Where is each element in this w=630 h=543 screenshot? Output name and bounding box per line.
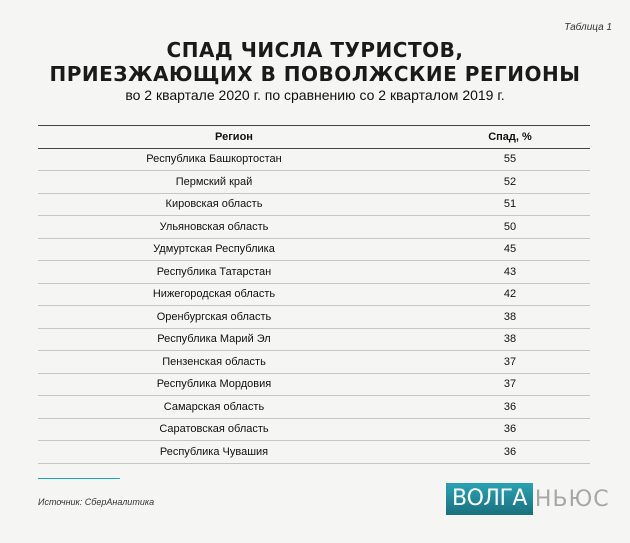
logo-part-news: НЬЮС: [534, 486, 610, 512]
region-cell: Республика Чувашия: [38, 441, 430, 464]
table-row: [38, 306, 590, 329]
drop-cell: 37: [430, 351, 590, 374]
region-cell: Оренбургская область: [38, 306, 430, 329]
drop-cell: 42: [430, 283, 590, 306]
region-cell: Ульяновская область: [38, 216, 430, 239]
drop-cell: 36: [430, 418, 590, 441]
drop-cell: 36: [430, 396, 590, 419]
table-row: [38, 238, 590, 261]
region-cell: Республика Мордовия: [38, 373, 430, 396]
region-cell: Саратовская область: [38, 418, 430, 441]
table-row: [38, 441, 590, 464]
header-region: Регион: [38, 126, 430, 149]
drop-cell: 45: [430, 238, 590, 261]
table-row: [38, 261, 590, 284]
drop-cell: 38: [430, 328, 590, 351]
source-note: Источник: СберАналитика: [38, 497, 155, 507]
title-line-2: ПРИЕЗЖАЮЩИХ В ПОВОЛЖСКИЕ РЕГИОНЫ: [49, 62, 581, 86]
table-row: [38, 328, 590, 351]
drop-cell: 50: [430, 216, 590, 239]
table-row: [38, 396, 590, 419]
accent-divider: [38, 478, 120, 479]
table-header-row: [38, 126, 590, 149]
region-cell: Республика Марий Эл: [38, 328, 430, 351]
tourist-drop-table: [38, 125, 590, 464]
drop-cell: 51: [430, 193, 590, 216]
drop-cell: 38: [430, 306, 590, 329]
drop-cell: 37: [430, 373, 590, 396]
region-cell: Республика Башкортостан: [38, 148, 430, 171]
region-cell: Кировская область: [38, 193, 430, 216]
region-cell: Республика Татарстан: [38, 261, 430, 284]
region-cell: Удмуртская Республика: [38, 238, 430, 261]
table-row: [38, 351, 590, 374]
logo-part-volga: ВОЛГА: [446, 483, 533, 515]
region-cell: Пермский край: [38, 171, 430, 194]
table-row: [38, 373, 590, 396]
table-row: [38, 283, 590, 306]
drop-cell: 43: [430, 261, 590, 284]
table-row: [38, 148, 590, 171]
subtitle: во 2 квартале 2020 г. по сравнению со 2 кварталом 2019 г.: [125, 87, 505, 103]
volganews-logo: [446, 482, 610, 516]
page-title: [0, 38, 630, 86]
table-row: [38, 193, 590, 216]
table-row: [38, 216, 590, 239]
title-line-1: СПАД ЧИСЛА ТУРИСТОВ,: [166, 38, 464, 62]
table-number: Таблица 1: [564, 22, 612, 33]
table-row: [38, 171, 590, 194]
drop-cell: 36: [430, 441, 590, 464]
region-cell: Пензенская область: [38, 351, 430, 374]
region-cell: Самарская область: [38, 396, 430, 419]
drop-cell: 55: [430, 148, 590, 171]
region-cell: Нижегородская область: [38, 283, 430, 306]
header-drop: Спад, %: [430, 126, 590, 149]
table-row: [38, 418, 590, 441]
drop-cell: 52: [430, 171, 590, 194]
